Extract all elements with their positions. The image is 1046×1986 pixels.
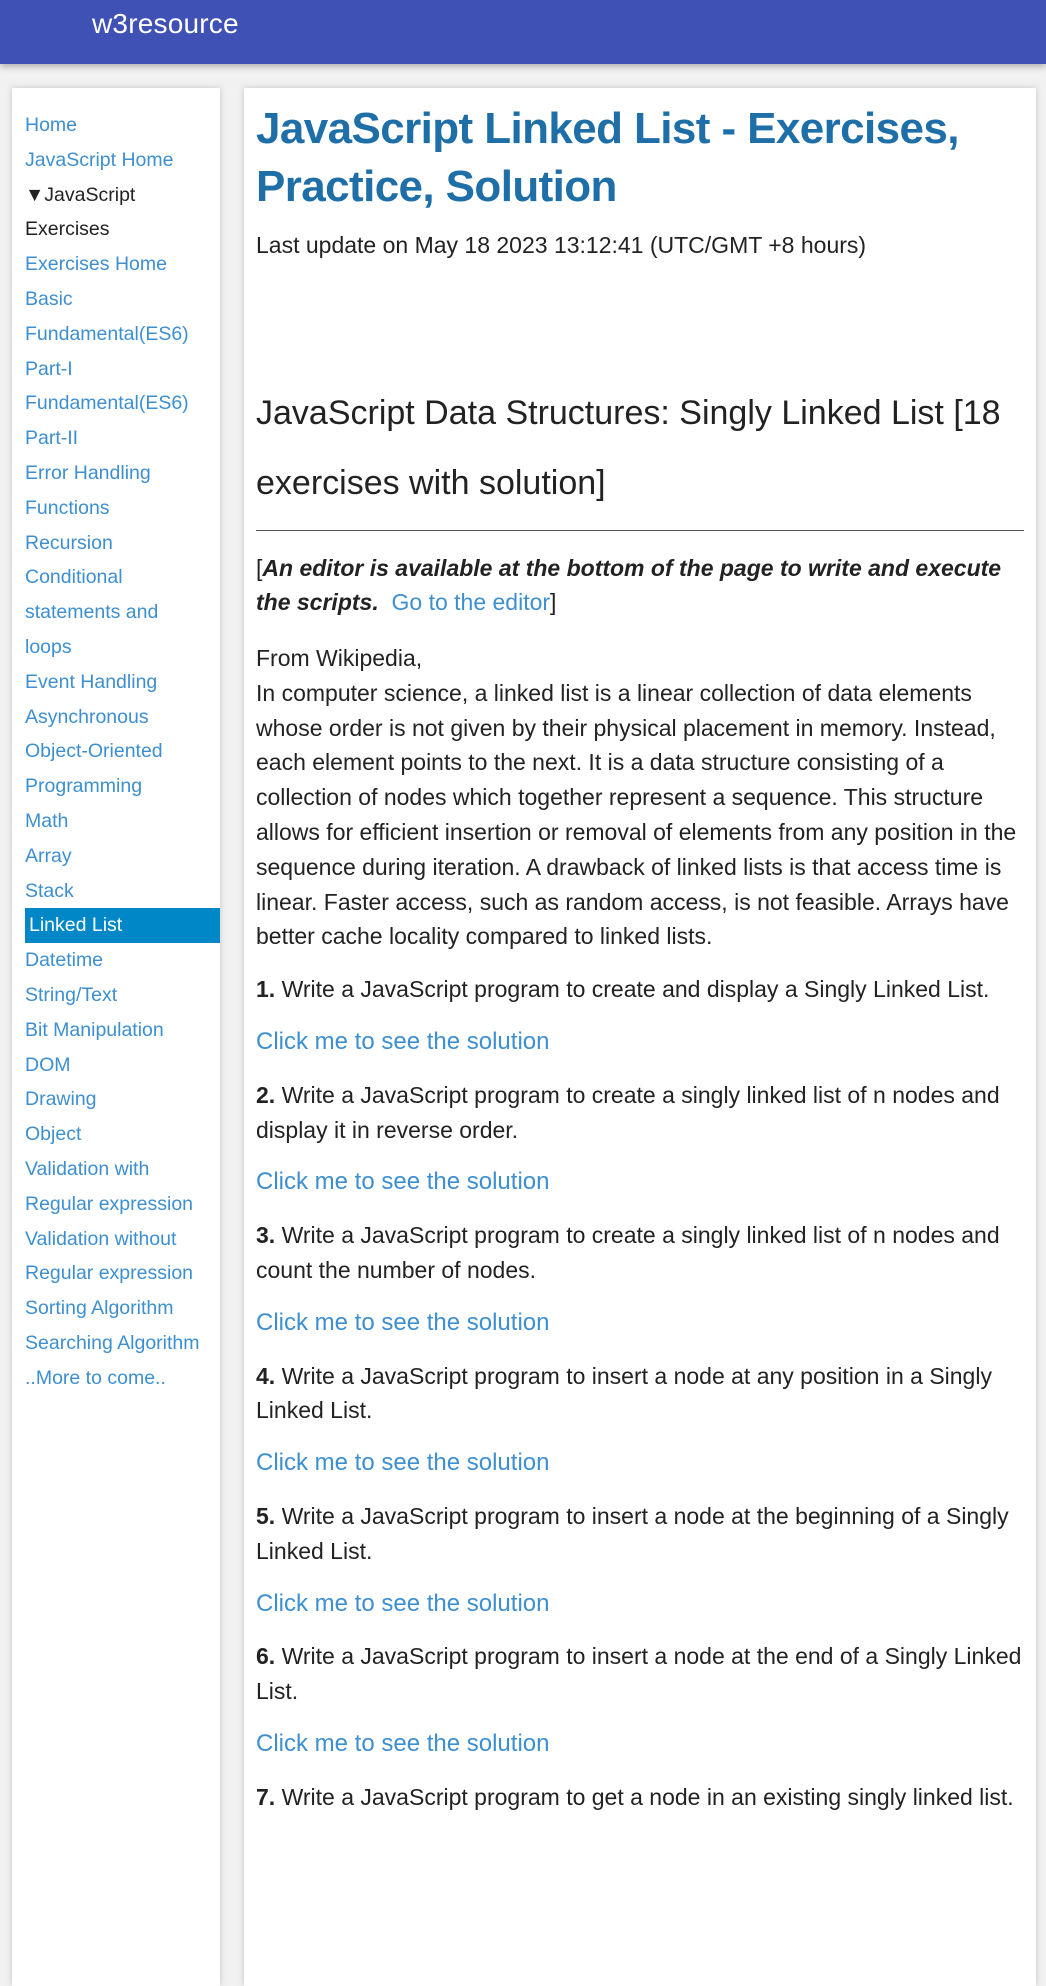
exercise-1: [256, 972, 1024, 1007]
sidebar-item-basic[interactable]: Basic: [25, 287, 73, 310]
exercise-number: 1.: [256, 976, 276, 1003]
exercise-text: Write a JavaScript program to insert a node at any position in a Singly Linked List.: [256, 1362, 992, 1424]
exercise-text: Write a JavaScript program to create and display a Singly Linked List.: [281, 976, 990, 1003]
sidebar-item-array[interactable]: Array: [25, 844, 72, 867]
intro-paragraph: [256, 641, 1024, 954]
sidebar-item-oop[interactable]: Object-Oriented: [25, 740, 163, 763]
intro-body: In computer science, a linked list is a linear collection of data elements whose order is not given by their physical placement in memory. Instead, each element points to the next. It is a data structure consisting of a collection of nodes which together represent a sequence. This structure allows for efficient insertion or removal of elements from any position in the sequence during iteration. A drawback of linked lists is that access time is linear. Faster access, such as random access, is not feasible. Arrays have better cache locality compared to linked lists.: [256, 679, 1017, 950]
exercise-text: Write a JavaScript program to create a singly linked list of n nodes and display it in reverse order.: [256, 1081, 1000, 1143]
section-heading: JavaScript Data Structures: Singly Linked List [18 exercises with solution]: [256, 378, 1024, 531]
sidebar-item-datetime[interactable]: Datetime: [25, 949, 104, 972]
exercise-2: [256, 1078, 1024, 1148]
exercise-text: Write a JavaScript program to insert a node at the beginning of a Singly Linked List.: [256, 1502, 1009, 1564]
sidebar-item-asynchronous[interactable]: Asynchronous: [25, 705, 149, 728]
sidebar-item-validation-without[interactable]: Validation without: [25, 1227, 177, 1250]
sidebar-item-fundamental-2[interactable]: Fundamental(ES6): [25, 392, 189, 415]
solution-link-6[interactable]: Click me to see the solution: [256, 1729, 550, 1757]
sidebar-item-bit-manipulation[interactable]: Bit Manipulation: [25, 1018, 164, 1041]
sidebar-item-oop-2[interactable]: Programming: [25, 775, 143, 798]
sidebar-item-sorting[interactable]: Sorting Algorithm: [25, 1297, 174, 1320]
sidebar-item-javascript-home[interactable]: JavaScript Home: [25, 148, 174, 171]
top-app-bar: [0, 0, 1046, 64]
sidebar-item-drawing[interactable]: Drawing: [25, 1088, 97, 1111]
exercise-7: [256, 1780, 1024, 1815]
article: [244, 88, 1036, 1815]
brand-logo-text[interactable]: w3resource: [92, 8, 239, 39]
sidebar-item-home[interactable]: Home: [25, 114, 78, 136]
sidebar-section-label: Exercises: [25, 218, 110, 241]
bracket-open: [: [256, 555, 263, 581]
main-content: [244, 88, 1036, 1986]
sidebar-item-event-handling[interactable]: Event Handling: [25, 670, 158, 693]
exercise-4: [256, 1359, 1024, 1429]
sidebar-item-conditional-2[interactable]: statements and: [25, 601, 159, 624]
solution-link-1[interactable]: Click me to see the solution: [256, 1027, 550, 1055]
editor-note-text: An editor is available at the bottom of the page to write and execute the scripts.: [256, 555, 1002, 615]
sidebar-item-searching[interactable]: Searching Algorithm: [25, 1331, 200, 1354]
exercise-number: 6.: [256, 1643, 276, 1670]
solution-link-3[interactable]: Click me to see the solution: [256, 1308, 550, 1336]
sidebar-item-validation-with-2[interactable]: Regular expression: [25, 1192, 194, 1215]
exercise-number: 3.: [256, 1222, 276, 1249]
sidebar-item-exercises-home[interactable]: Exercises Home: [25, 253, 167, 276]
sidebar-item-functions[interactable]: Functions: [25, 496, 110, 519]
intro-source: From Wikipedia,: [256, 645, 423, 671]
exercise-number: 5.: [256, 1502, 276, 1529]
exercise-text: Write a JavaScript program to create a singly linked list of n nodes and count the number of nodes.: [256, 1222, 1000, 1283]
sidebar-item-recursion[interactable]: Recursion: [25, 531, 113, 554]
sidebar-item-fundamental-2-part[interactable]: Part-II: [25, 427, 79, 450]
sidebar-item-fundamental-1[interactable]: Fundamental(ES6): [25, 322, 189, 345]
sidebar-item-dom[interactable]: DOM: [25, 1053, 71, 1076]
editor-note: [256, 551, 1024, 619]
exercise-6: [256, 1639, 1024, 1709]
exercise-number: 4.: [256, 1362, 276, 1389]
sidebar-item-linked-list-active[interactable]: Linked List: [25, 908, 220, 943]
sidebar-item-fundamental-1-part[interactable]: Part-I: [25, 357, 73, 380]
sidebar-item-validation-without-2[interactable]: Regular expression: [25, 1262, 194, 1285]
sidebar-item-conditional-3[interactable]: loops: [25, 635, 72, 658]
sidebar-item-error-handling[interactable]: Error Handling: [25, 461, 151, 484]
sidebar-item-string-text[interactable]: String/Text: [25, 983, 118, 1006]
sidebar-list: [12, 88, 220, 1395]
go-to-editor-link[interactable]: Go to the editor: [391, 589, 551, 615]
sidebar-item-math[interactable]: Math: [25, 809, 69, 832]
sidebar-section-toggle[interactable]: ▼JavaScript: [25, 183, 136, 206]
sidebar-item-validation-with[interactable]: Validation with: [25, 1157, 150, 1180]
exercise-3: [256, 1218, 1024, 1288]
sidebar-item-stack[interactable]: Stack: [25, 879, 74, 902]
sidebar-item-conditional[interactable]: Conditional: [25, 566, 123, 589]
sidebar-nav: [12, 88, 220, 1986]
sidebar-item-more[interactable]: ..More to come..: [25, 1366, 166, 1389]
solution-link-2[interactable]: Click me to see the solution: [256, 1168, 550, 1196]
exercise-text: Write a JavaScript program to insert a node at the end of a Singly Linked List.: [256, 1643, 1022, 1705]
last-update: Last update on May 18 2023 13:12:41 (UTC/GMT +8 hours): [256, 232, 867, 258]
solution-link-4[interactable]: Click me to see the solution: [256, 1449, 550, 1477]
exercise-text: Write a JavaScript program to get a node in an existing singly linked list.: [281, 1783, 1014, 1810]
exercise-number: 2.: [256, 1081, 276, 1108]
solution-link-5[interactable]: Click me to see the solution: [256, 1589, 550, 1617]
exercise-5: [256, 1499, 1024, 1569]
page-title: JavaScript Linked List - Exercises, Practice, Solution: [256, 104, 959, 211]
bracket-close: ]: [550, 589, 557, 615]
sidebar-item-object[interactable]: Object: [25, 1123, 82, 1146]
exercise-number: 7.: [256, 1783, 276, 1810]
